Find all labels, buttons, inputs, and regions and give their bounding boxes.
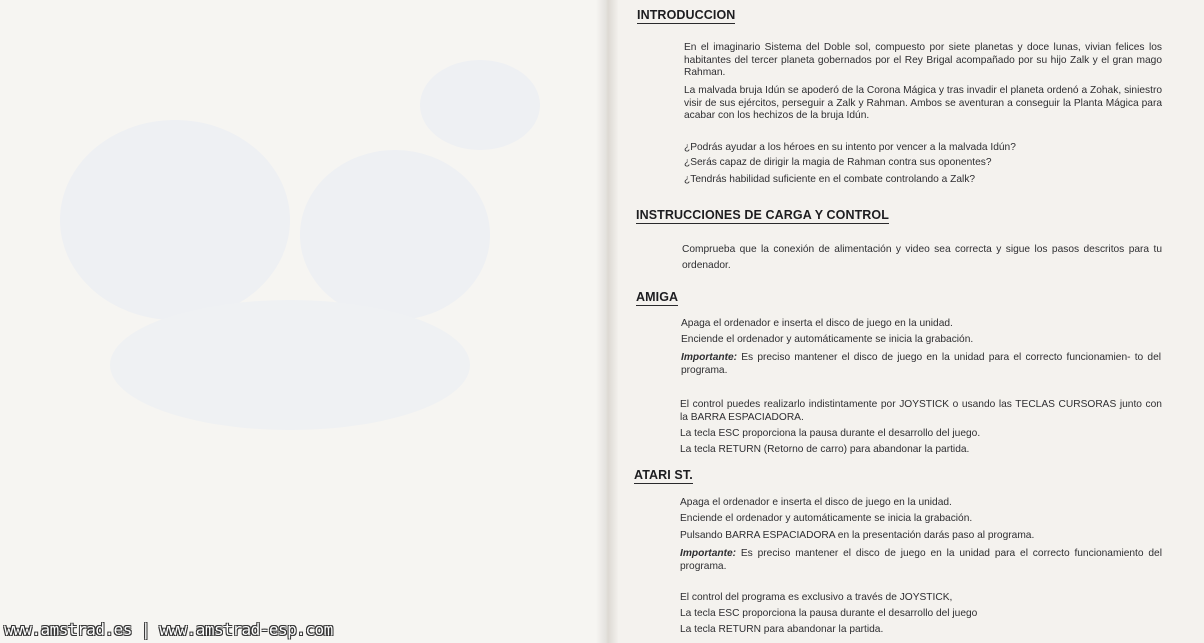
amiga-importante: Importante: Es preciso mantener el disco de juego en la unidad para el correcto funcionamien- to del programa.	[681, 352, 1161, 376]
site-watermark: www.amstrad.es | www.amstrad-esp.com	[4, 620, 333, 639]
intro-paragraph-2: La malvada bruja Idún se apoderó de la Corona Mágica y tras invadir el planeta ordenó a Zohak, siniestro visir de sus ejércitos, perseguir a Zalk y Rahman. Ambos se aventuran a conseguir la Planta Mágica para acabar con los hechizos de la bruja Idún.	[684, 85, 1163, 121]
faded-artwork	[60, 120, 290, 320]
atari-line-1: Apaga el ordenador e inserta el disco de juego en la unidad.	[680, 497, 952, 508]
amiga-control-esc: La tecla ESC proporciona la pausa durante el desarrollo del juego.	[680, 428, 981, 439]
atari-control-joystick: El control del programa es exclusivo a través de JOYSTICK,	[680, 592, 953, 603]
faded-artwork	[300, 150, 490, 320]
amiga-line-1: Apaga el ordenador e inserta el disco de juego en la unidad.	[681, 318, 953, 329]
intro-question-1: ¿Podrás ayudar a los héroes en su intento por vencer a la malvada Idún?	[684, 142, 1016, 153]
amiga-control-return: La tecla RETURN (Retorno de carro) para abandonar la partida.	[680, 444, 970, 455]
amiga-control: El control puedes realizarlo indistintamente por JOYSTICK o usando las TECLAS CURSORAS junto con la BARRA ESPACIADORA.	[680, 399, 1162, 423]
amiga-line-2: Enciende el ordenador y automáticamente se inicia la grabación.	[681, 334, 974, 345]
carga-paragraph: Comprueba que la conexión de alimentación y video sea correcta y sigue los pasos descritos para tu ordenador.	[682, 244, 1162, 271]
atari-importante: Importante: Es preciso mantener el disco de juego en la unidad para el correcto funcionamiento del programa.	[680, 548, 1162, 572]
importante-label: Importante:	[680, 548, 737, 559]
atari-control-esc: La tecla ESC proporciona la pausa durante el desarrollo del juego	[680, 608, 978, 619]
heading-introduccion: INTRODUCCION	[637, 8, 736, 22]
atari-control-return: La tecla RETURN para abandonar la partida.	[680, 624, 884, 635]
atari-line-3: Pulsando BARRA ESPACIADORA en la presentación darás paso al programa.	[680, 530, 1035, 541]
atari-line-2: Enciende el ordenador y automáticamente se inicia la grabación.	[680, 513, 973, 524]
intro-paragraph-1: En el imaginario Sistema del Doble sol, compuesto por siete planetas y doce lunas, vivian felices los habitantes del tercer planeta gobernados por el Rey Brigal acompañado por su hijo Zalk y el gran mago Rahman.	[684, 42, 1162, 78]
book-spine	[596, 0, 618, 643]
faded-artwork	[110, 300, 470, 430]
heading-amiga: AMIGA	[636, 290, 679, 304]
left-page	[0, 0, 600, 643]
intro-question-3: ¿Tendrás habilidad suficiente en el combate controlando a Zalk?	[684, 174, 976, 185]
intro-question-2: ¿Serás capaz de dirigir la magia de Rahman contra sus oponentes?	[684, 157, 992, 168]
faded-artwork	[420, 60, 540, 150]
heading-carga-control: INSTRUCCIONES DE CARGA Y CONTROL	[636, 208, 889, 222]
heading-atari: ATARI ST.	[634, 468, 693, 482]
importante-label: Importante:	[681, 352, 738, 363]
